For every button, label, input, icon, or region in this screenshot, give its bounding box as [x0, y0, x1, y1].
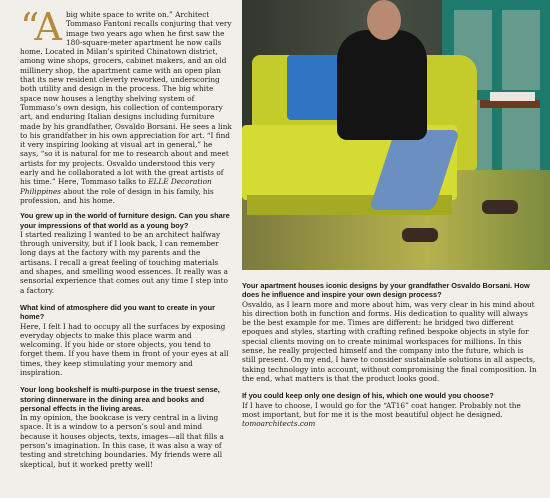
answer-1: I started realizing I wanted to be an architect halfway through university, but if I look back, I can remember long days at the factory with my parents and the artisans. I recall a great feeling of touching materials and shapes, and smelling wood essences. It really was a sensorial experience that comes out any time I step into a factory. — [20, 229, 228, 295]
question-2: What kind of atmosphere did you want to create in your home? — [20, 302, 216, 322]
intro-text-end: about the role of design in his family, his profession, and his home. — [20, 186, 214, 205]
answer-4: Osvaldo, as I learn more and more about him, was very clear in his mind about his direction both in function and forms. His dedication to quality will always be the best example for me. Times are different: he bridged two different epoques and styles, starting with crafting refined bespoke objects in style for special clients moving on to create minimal workspaces for millions. In this sense, he really projected himself and the company into the future, which is still present. On my end, I have to consider sustainable solutions in all aspects, taking technology into account, without compromising the final composition. In the end, what matters is that the product looks good. — [242, 299, 537, 383]
question-5: If you could keep only one design of his, which one would you choose? — [242, 391, 494, 401]
question-3: Your long bookshelf is multi-purpose in the truest sense, storing dinnerware in the dining area and books and personal effects in the living areas. — [20, 385, 220, 413]
magazine-name: ELLE Decoration Philippines — [20, 177, 212, 196]
answer-2: Here, I felt I had to occupy all the surfaces by exposing everyday objects to make this place warm and welcoming. If you hide or store objects, you tend to forget them. If you have them in front of your eyes at all times, they keep stimulating your memory and inspiration. — [20, 321, 229, 377]
right-column — [242, 281, 538, 436]
side-table — [480, 100, 540, 108]
books-stack — [490, 92, 535, 101]
intro-paragraph — [20, 5, 232, 205]
person-head — [367, 0, 401, 40]
answer-5: If I have to choose, I would go for the “AT16” coat hanger. Probably not the most important, but for me it is the most beautiful object he designed. — [242, 400, 521, 419]
answer-5-wrap — [242, 401, 538, 429]
interior-photo — [242, 0, 550, 270]
answer-3: In my opinion, the bookcase is very central in a living space. It is a window to a person’s soul and mind because it houses objects, texts, images—all that fills a person’s imagination. In this case, it was also a way of testing and stretching boundaries. My friends were all skeptical, but it worked pretty well! — [20, 413, 224, 469]
drop-cap: “A — [20, 5, 62, 49]
shoe-right — [482, 200, 518, 214]
shoe-left — [402, 228, 438, 242]
question-1: You grew up in the world of furniture design. Can you share your impressions of that world as a young boy? — [20, 211, 230, 230]
intro-text: big white space to write on.” Architect Tommaso Fantoni recalls conjuring that very image two years ago when he first saw the 180-square-meter apartment he now calls home. Located in Milan’s spirited Chinatown district, among wine shops, grocers, cabinet makers, and an old millinery shop, the apartment came with an open plan that its new resident cleverly reworked, underscoring both utility and design in the process. The big white space now houses a lengthy shelving system of Tommaso’s own design, his collection of contemporary art, and enduring Italian designs including furniture made by his grandfather, Osvaldo Borsani. He sees a link to his grandfather in his own appreciation for art. “I find it very inspiring looking at visual art in general,” he says, “so it is natural for me to research about and meet artists for my projects. Osvaldo understood this very early and he collaborated a lot with the great artists of his time.” Here, Tommaso talks to — [20, 10, 232, 187]
website-link[interactable]: tomoarchitects.com — [242, 419, 316, 429]
left-column — [20, 5, 232, 477]
question-4: Your apartment houses iconic designs by your grandfather Osvaldo Borsani. How does he influence and inspire your own design process? — [242, 281, 530, 300]
blue-cushion — [287, 55, 342, 120]
person-body — [337, 30, 427, 140]
